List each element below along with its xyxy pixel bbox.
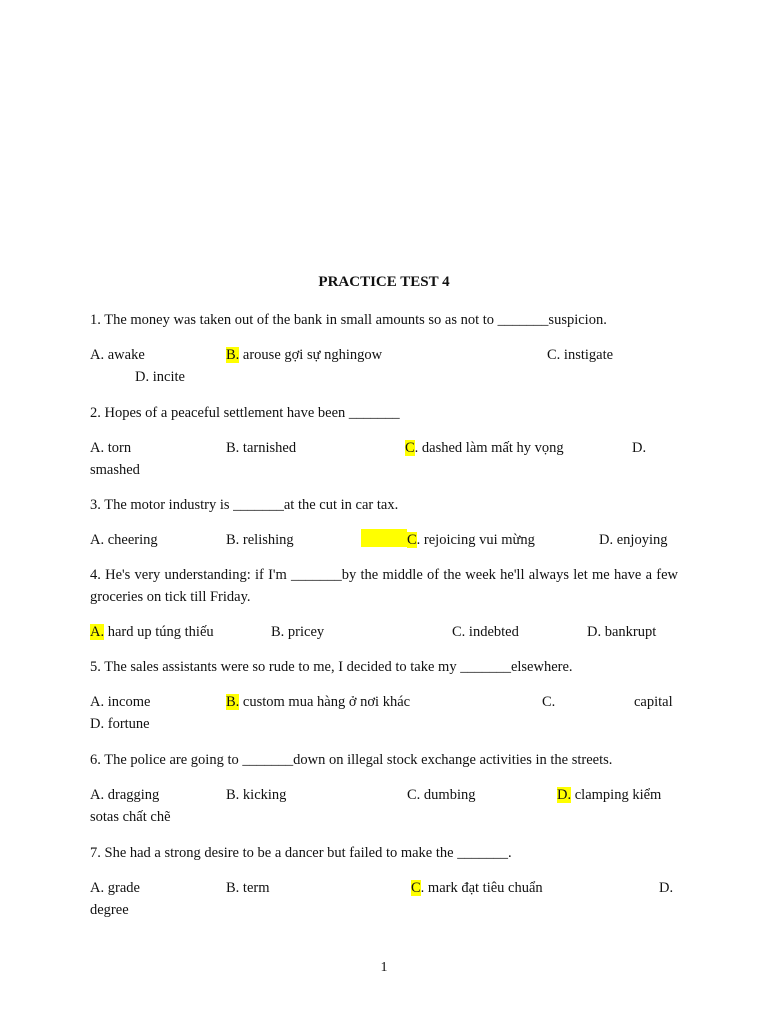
question-2-stem: 2. Hopes of a peaceful settlement have been _______ xyxy=(90,405,400,421)
answer-highlight: C xyxy=(405,440,415,456)
question-6-stem: 6. The police are going to _______down on illegal stock exchange activities in the streets. xyxy=(90,752,613,768)
question-5-stem: 5. The sales assistants were so rude to me, I decided to take my _______elsewhere. xyxy=(90,659,573,675)
question-5-options xyxy=(0,691,768,735)
q5-option-b-correct: B. custom mua hàng ở nơi khác xyxy=(226,694,411,710)
q6-option-d-correct: D. clamping kiểm xyxy=(557,787,662,803)
q5-option-a: A. income xyxy=(90,694,151,710)
highlight-block xyxy=(361,529,407,547)
answer-highlight: C xyxy=(411,880,421,896)
q3-option-b: B. relishing xyxy=(226,532,294,548)
q6-option-d-note: sotas chất chẽ xyxy=(90,809,171,825)
q4-option-b: B. pricey xyxy=(271,624,325,640)
q7-option-a: A. grade xyxy=(90,880,140,896)
question-3-stem: 3. The motor industry is _______at the cut in car tax. xyxy=(90,497,399,513)
answer-highlight: B. xyxy=(226,694,240,710)
q2-option-c-correct: C. dashed làm mất hy vọng xyxy=(405,440,564,456)
q7-option-c-correct: C. mark đạt tiêu chuẩn xyxy=(411,880,543,896)
q6-option-a: A. dragging xyxy=(90,787,160,803)
q7-option-b: B. term xyxy=(226,880,270,896)
question-7-options xyxy=(0,877,768,921)
answer-highlight: A. xyxy=(90,624,105,640)
q6-option-b: B. kicking xyxy=(226,787,287,803)
question-4-stem: 4. He's very understanding: if I'm _______by the middle of the week he'll always let me have a few groceries on tick till Friday. xyxy=(90,567,678,605)
q5-option-c-letter: C. xyxy=(542,694,556,710)
q4-option-d: D. bankrupt xyxy=(587,624,657,640)
q4-option-c: C. indebted xyxy=(452,624,519,640)
q2-option-b: B. tarnished xyxy=(226,440,297,456)
q2-option-d-text: smashed xyxy=(90,462,140,478)
answer-highlight: D. xyxy=(557,787,572,803)
answer-highlight: C xyxy=(407,532,417,548)
q5-option-d: D. fortune xyxy=(90,716,150,732)
q7-option-d-text: degree xyxy=(90,902,129,918)
q3-option-c-correct: C. rejoicing vui mừng xyxy=(361,529,535,551)
q3-option-a: A. cheering xyxy=(90,532,158,548)
q2-option-a: A. torn xyxy=(90,440,132,456)
question-1-stem: 1. The money was taken out of the bank in small amounts so as not to _______suspicion. xyxy=(90,312,607,328)
q6-option-c: C. dumbing xyxy=(407,787,476,803)
q7-option-d-letter: D. xyxy=(659,880,674,896)
question-1-options xyxy=(0,344,768,388)
q1-option-c: C. instigate xyxy=(547,347,614,363)
question-6-options xyxy=(0,784,768,828)
page-title: PRACTICE TEST 4 xyxy=(318,274,450,290)
q1-option-b-correct: B. arouse gợi sự nghingow xyxy=(226,347,383,363)
q1-option-a: A. awake xyxy=(90,347,145,363)
q2-option-d-letter: D. xyxy=(632,440,647,456)
q3-option-d: D. enjoying xyxy=(599,532,668,548)
q1-option-d: D. incite xyxy=(135,369,185,385)
q5-option-c-text: capital xyxy=(634,694,673,710)
question-7-stem: 7. She had a strong desire to be a dancer but failed to make the _______. xyxy=(90,845,512,861)
page-number: 1 xyxy=(380,960,388,975)
q4-option-a-correct: A. hard up túng thiếu xyxy=(90,624,214,640)
question-2-options xyxy=(0,437,768,481)
answer-highlight: B. xyxy=(226,347,240,363)
